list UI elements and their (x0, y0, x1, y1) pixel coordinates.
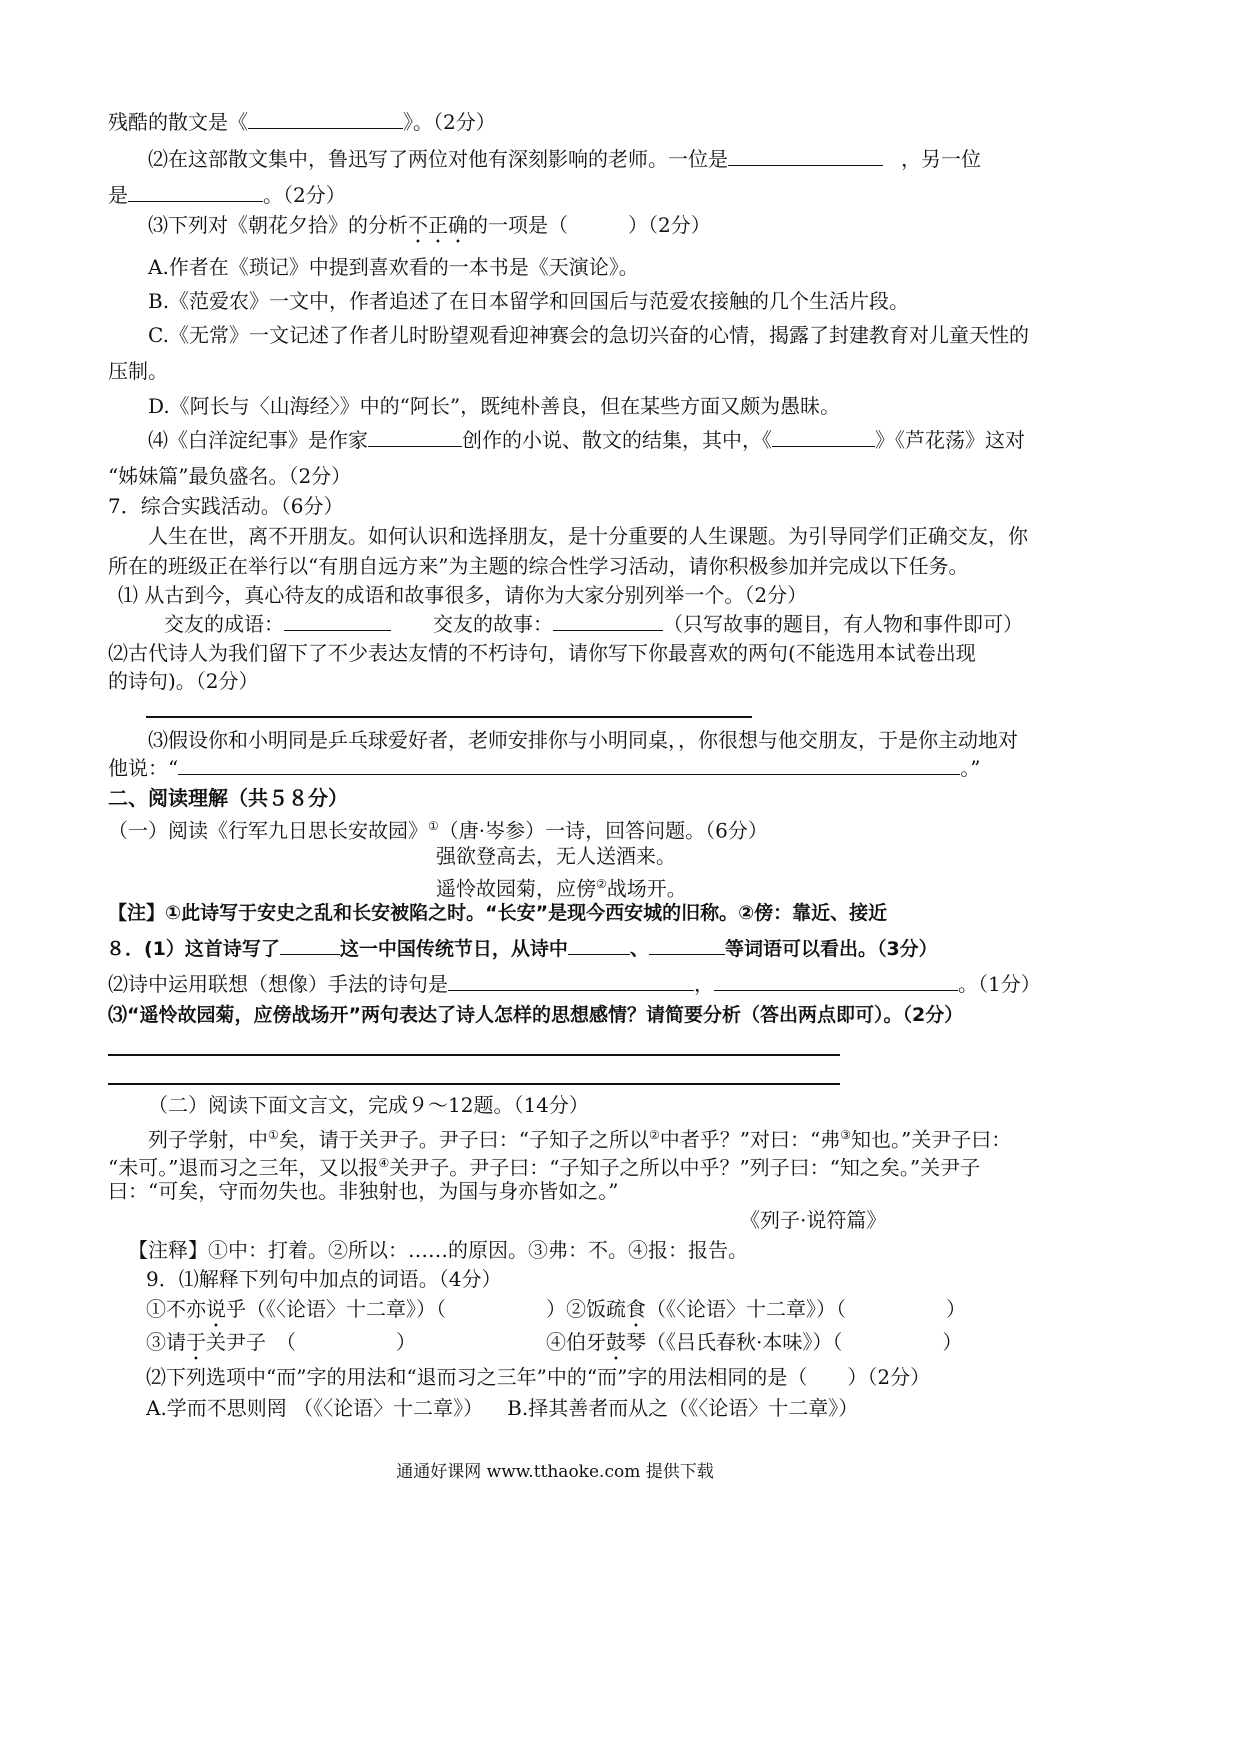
section-2-heading: 二、阅读理解（共５８分） (108, 786, 348, 810)
text: 这一中国传统节日，从诗中 (339, 938, 568, 960)
text: ③请 (146, 1330, 186, 1354)
text: 乎（《〈论语〉十二章》）（ ）②饭疏 (226, 1297, 626, 1321)
footer-text: 通通好课网 www.tthaoke.com 提供下载 (396, 1462, 714, 1482)
text-line (108, 108, 496, 136)
question-7-3: ⑶假设你和小明同是乒乓球爱好者，老师安排你与小明同桌，，你很想与他交朋友，于是你主动地对 (148, 728, 1018, 752)
answer-blank[interactable] (248, 108, 403, 129)
option-d: D.《阿长与〈山海经〉》中的“阿长”，既纯朴善良，但在某些方面又颇为愚昧。 (148, 394, 841, 418)
text: 战场开。 (606, 876, 687, 901)
answer-blank[interactable] (772, 426, 875, 447)
poem-note: 【注】①此诗写于安史之乱和长安被陷之时。“长安”是现今西安城的旧称。②傍：靠近、接近 (108, 902, 888, 924)
question-6-2-cont (108, 181, 346, 209)
question-8-2 (108, 970, 1041, 998)
question-7-title: 7．综合实践活动。（6分） (108, 494, 344, 518)
text: 关尹子 （ ） (206, 1330, 416, 1354)
question-7-2: ⑵古代诗人为我们留下了不少表达友情的不朽诗句，请你写下你最喜欢的两句(不能选用本试卷出现 (108, 641, 976, 665)
text: 、 (629, 938, 649, 960)
text: 列子学射，中 (148, 1127, 268, 1152)
question-8-3: ⑶“遥怜故园菊，应傍战场开”两句表达了诗人怎样的思想感情？请简要分析（答出两点即可）。（2分） (108, 1004, 964, 1026)
text: ⑶下列对《朝花夕拾》的分析 (148, 213, 408, 237)
footnote-marker: ③ (840, 1128, 851, 1142)
text: 他说：“ (108, 756, 179, 780)
text: （一）阅读《行军九日思长安故园》 (108, 818, 428, 843)
text: ⑵诗中运用联想（想像）手法的诗句是 (108, 972, 448, 996)
option-c: C.《无常》一文记述了作者儿时盼望观看迎神赛会的急切兴奋的心情，揭露了封建教育对儿童天性的 (148, 323, 1029, 347)
option-a: A.作者在《琐记》中提到喜欢看的一本书是《天演论》。 (148, 255, 639, 279)
question-9-1-item-4 (546, 1328, 962, 1365)
answer-blank[interactable] (714, 970, 958, 991)
answer-blank[interactable] (128, 181, 263, 202)
poem-line-1: 强欲登高去，无人送酒来。 (436, 844, 676, 868)
footer-wrap (0, 1458, 1110, 1486)
text: （《〈论语〉十二章》）（ ） (646, 1297, 966, 1321)
text: 琴（《吕氏春秋·本味》）（ ） (626, 1330, 963, 1354)
question-6-2 (148, 145, 981, 173)
part-2-heading: （二）阅读下面文言文，完成９～12题。（14分） (148, 1093, 589, 1117)
text: 知也。”关尹子曰： (850, 1127, 1012, 1152)
option-b: B.择其善者而从之（《〈论语〉十二章》） (507, 1396, 859, 1420)
answer-line[interactable] (108, 1054, 840, 1056)
emphasis-text: 食 (626, 1297, 646, 1321)
question-6-4 (148, 426, 1025, 454)
idiom-blank[interactable] (284, 610, 391, 631)
text: 的一项是（ ）（2分） (468, 213, 711, 237)
source-citation: 《列子·说符篇》 (740, 1208, 887, 1232)
option-a: A.学而不思则罔 （《〈论语〉十二章》） (146, 1396, 484, 1420)
text: “未可。”退而习之三年，又以报 (108, 1155, 379, 1180)
footnote-marker: ① (428, 819, 439, 833)
question-7-para: 人生在世，离不开朋友。如何认识和选择朋友，是十分重要的人生课题。为引导同学们正确交友，你 (148, 524, 1028, 548)
emphasis-text: 不正确 (408, 213, 468, 237)
text: ⑵在这部散文集中，鲁迅写了两位对他有深刻影响的老师。一位是 (148, 147, 728, 171)
text: ８．(1）这首诗写了 (106, 938, 280, 960)
text: 》。（2分） (403, 110, 496, 134)
answer-line[interactable] (146, 716, 752, 718)
answer-blank[interactable] (178, 754, 960, 775)
text: 。” (960, 756, 981, 780)
text: （唐·岑参）一诗，回答问题。（6分） (438, 818, 768, 843)
text: （只写故事的题目，有人物和事件即可） (663, 612, 1023, 636)
question-6-3 (148, 211, 711, 248)
text: 》《芦花荡》这对 (875, 428, 1025, 452)
answer-blank[interactable] (280, 934, 340, 955)
part-1-heading (108, 812, 768, 845)
question-9-1-items (146, 1295, 966, 1332)
answer-blank[interactable] (448, 970, 694, 991)
footnote-marker: ② (596, 877, 607, 891)
question-6-4-cont: “姊妹篇”最负盛名。（2分） (108, 464, 352, 488)
text: 等词语可以看出。（3分） (724, 938, 938, 960)
emphasis-text: 说 (206, 1297, 226, 1321)
text: 残酷的散文是《 (108, 110, 248, 134)
text: ， (694, 972, 714, 996)
text: 是 (108, 183, 128, 207)
text: 。（2分） (263, 183, 346, 207)
question-9-2: ⑵下列选项中“而”字的用法和“退而习之三年”中的“而”字的用法相同的是（ ）（2分） (146, 1365, 931, 1389)
answer-blank[interactable] (568, 934, 630, 955)
option-b: B.《范爱农》一文中，作者追述了在日本留学和回国后与范爱农接触的几个生活片段。 (148, 289, 910, 313)
answer-blank[interactable] (368, 426, 462, 447)
question-7-para-cont: 所在的班级正在举行以“有朋自远方来”为主题的综合性学习活动，请你积极参加并完成以下任务。 (108, 554, 969, 578)
question-7-3-cont (108, 754, 980, 782)
poem-line-2 (436, 870, 687, 903)
footnote-marker: ① (268, 1128, 279, 1142)
answer-blank[interactable] (728, 145, 883, 166)
text: ④伯牙 (546, 1330, 606, 1354)
question-8-1 (106, 934, 938, 963)
question-9-1-item-3 (146, 1328, 416, 1365)
text: 交友的成语： (164, 612, 284, 636)
annotation-note: 【注释】①中：打着。②所以：……的原因。③弗：不。④报：报告。 (128, 1238, 748, 1262)
footnote-marker: ② (649, 1128, 660, 1142)
question-9-2-options (146, 1394, 858, 1422)
text: 交友的故事： (433, 612, 553, 636)
emphasis-text: 于 (186, 1330, 206, 1354)
text: ，另一位 (901, 147, 981, 171)
classical-text-line-3: 曰：“可矣，守而勿失也。非独射也，为国与身亦皆如之。” (108, 1179, 619, 1203)
text: 矣，请于关尹子。尹子曰：“子知子之所以 (278, 1127, 649, 1152)
text: 。（1分） (958, 972, 1041, 996)
question-9-1: 9．⑴解释下列句中加点的词语。（4分） (146, 1267, 502, 1291)
option-c-cont: 压制。 (108, 359, 168, 383)
answer-blank[interactable] (649, 934, 725, 955)
footnote-marker: ④ (378, 1156, 390, 1170)
text: 中者乎？”对曰：“弗 (659, 1127, 841, 1152)
answer-line[interactable] (108, 1083, 840, 1085)
text: 创作的小说、散文的结集，其中，《 (462, 428, 772, 452)
text: ①不亦 (146, 1297, 206, 1321)
text: 关尹子。尹子曰：“子知子之所以中乎？”列子曰：“知之矣。”关尹子 (389, 1155, 981, 1180)
question-7-1: ⑴ 从古到今，真心待友的成语和故事很多，请你为大家分别列举一个。（2分） (118, 583, 808, 607)
emphasis-text: 鼓 (606, 1330, 626, 1354)
text: 遥怜故园菊，应傍 (436, 876, 596, 901)
question-7-2-cont: 的诗句)。（2分） (108, 669, 259, 693)
text: ⑷《白洋淀纪事》是作家 (148, 428, 368, 452)
question-7-1-answer (164, 610, 1023, 638)
story-blank[interactable] (553, 610, 663, 631)
